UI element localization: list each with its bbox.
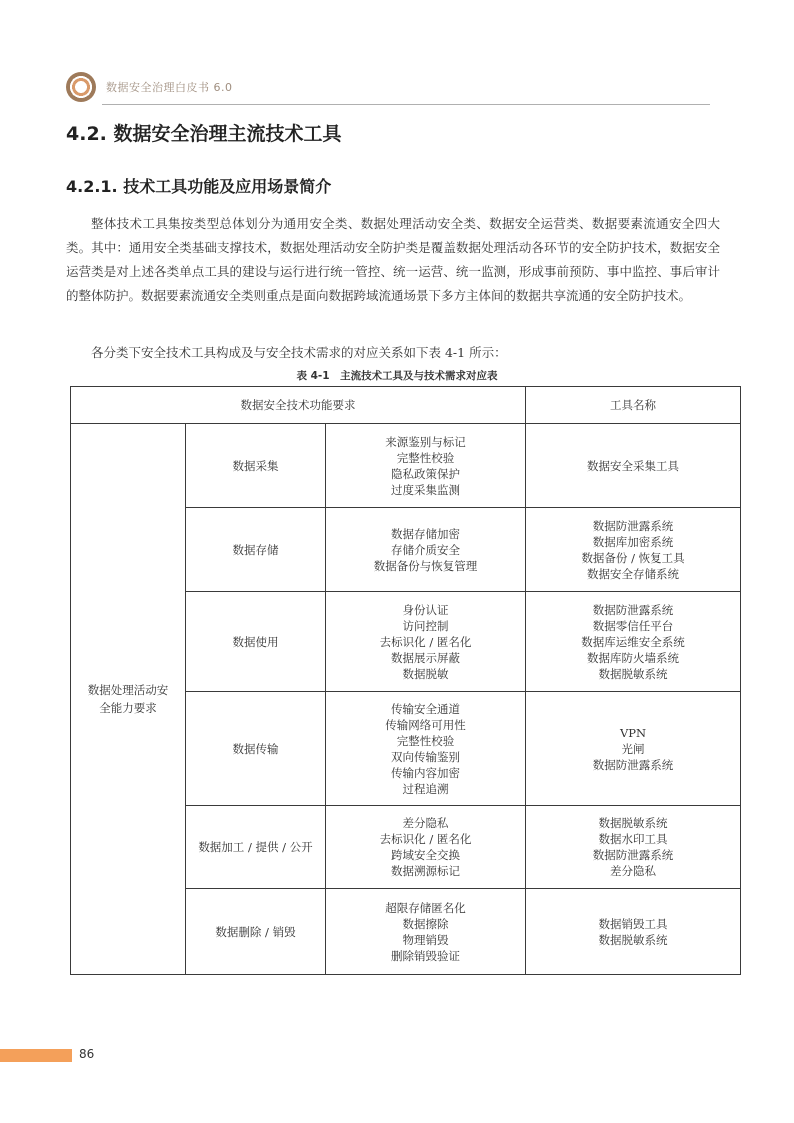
tool-item: 数据销毁工具	[598, 916, 668, 931]
requirement-item: 数据脱敏	[402, 666, 449, 681]
requirement-item: 来源鉴别与标记	[385, 434, 466, 449]
subsection-heading: 4.2.1. 技术工具功能及应用场景简介	[66, 177, 332, 196]
stage-cell: 数据采集	[186, 424, 326, 508]
tool-item: 数据防泄露系统	[592, 602, 674, 617]
requirement-item: 数据展示屏蔽	[391, 650, 461, 665]
table-caption: 表 4-1 主流技术工具及与技术需求对应表	[296, 370, 498, 382]
table-header-row	[71, 387, 741, 424]
table-intro-paragraph: 各分类下安全技术工具构成及与安全技术需求的对应关系如下表 4-1 所示：	[91, 345, 507, 360]
requirement-item: 数据溯源标记	[391, 864, 461, 878]
tool-item: 数据库运维安全系统	[581, 634, 685, 649]
requirement-item: 身份认证	[402, 602, 449, 617]
stage-cell: 数据使用	[186, 592, 326, 692]
tool-item: 差分隐私	[610, 864, 657, 878]
umbrella-logo-icon	[66, 72, 96, 102]
tool-item: 光闸	[621, 741, 645, 756]
tool-item: 数据安全存储系统	[587, 566, 680, 581]
requirements-cell	[326, 592, 526, 692]
tool-item: 数据零信任平台	[592, 618, 674, 633]
requirement-item: 去标识化 / 匿名化	[379, 832, 472, 846]
requirement-item: 数据擦除	[402, 916, 449, 931]
tools-cell	[526, 424, 741, 508]
requirements-cell	[326, 806, 526, 889]
page-header	[66, 70, 710, 104]
tool-item: 数据水印工具	[598, 832, 668, 846]
tool-item: 数据备份 / 恢复工具	[581, 550, 685, 565]
requirement-item: 完整性校验	[396, 450, 455, 465]
requirement-item: 数据备份与恢复管理	[373, 558, 478, 573]
tool-item: 数据防泄露系统	[592, 848, 674, 862]
requirement-item: 存储介质安全	[391, 542, 461, 557]
requirement-item: 过度采集监测	[391, 482, 461, 497]
requirements-cell	[326, 424, 526, 508]
tool-item: 数据脱敏系统	[598, 932, 668, 947]
tools-cell	[526, 592, 741, 692]
requirement-item: 访问控制	[402, 618, 449, 633]
header-requirements: 数据安全技术功能要求	[71, 387, 526, 424]
requirement-item: 双向传输鉴别	[391, 749, 461, 764]
stage-cell: 数据删除 / 销毁	[186, 889, 326, 975]
tools-cell	[526, 692, 741, 806]
requirement-item: 物理销毁	[402, 932, 449, 947]
tools-cell	[526, 806, 741, 889]
stage-cell: 数据加工 / 提供 / 公开	[186, 806, 326, 889]
tool-item: 数据库防火墙系统	[587, 650, 680, 665]
table-row	[71, 424, 741, 508]
stage-cell: 数据存储	[186, 508, 326, 592]
requirement-item: 去标识化 / 匿名化	[379, 634, 472, 649]
requirements-cell	[326, 889, 526, 975]
page-number-bar	[0, 1049, 72, 1062]
section-heading: 4.2. 数据安全治理主流技术工具	[66, 123, 342, 145]
requirement-item: 传输安全通道	[391, 701, 461, 716]
requirement-item: 删除销毁验证	[391, 948, 461, 963]
tool-item: 数据脱敏系统	[598, 816, 668, 830]
tools-cell	[526, 889, 741, 975]
requirement-item: 跨域安全交换	[391, 848, 461, 862]
header-tools: 工具名称	[526, 387, 741, 424]
page-number: 86	[79, 1047, 95, 1061]
tool-item: 数据防泄露系统	[592, 757, 674, 772]
tool-item: 数据防泄露系统	[592, 518, 674, 533]
requirement-item: 隐私政策保护	[391, 466, 461, 481]
category-cell: 数据处理活动安全能力要求	[71, 424, 186, 975]
header-divider	[102, 104, 710, 105]
tool-item: 数据库加密系统	[592, 534, 674, 549]
tool-item: VPN	[619, 725, 647, 740]
requirement-item: 数据存储加密	[391, 526, 461, 541]
requirement-item: 传输网络可用性	[385, 717, 466, 732]
requirement-item: 差分隐私	[402, 816, 449, 830]
requirement-item: 过程追溯	[402, 781, 449, 796]
requirement-item: 超限存储匿名化	[385, 900, 466, 915]
header-title: 数据安全治理白皮书 6.0	[106, 81, 233, 94]
stage-cell: 数据传输	[186, 692, 326, 806]
intro-paragraph: 整体技术工具集按类型总体划分为通用安全类、数据处理活动安全类、数据安全运营类、数据要素流通安全四大类。其中：通用安全类基础支撑技术，数据处理活动安全防护类是覆盖数据处理活动各环节的安全防护技术，数据安全运营类是对上述各类单点工具的建设与运行进行统一管控、统一运营、统一监测，形成事前预防、事中监控、事后审计的整体防护。数据要素流通安全类则重点是面向数据跨域流通场景下多方主体间的数据共享流通的安全防护技术。	[66, 216, 720, 303]
tool-item: 数据脱敏系统	[598, 666, 668, 681]
tool-item: 数据安全采集工具	[587, 458, 680, 473]
requirement-item: 传输内容加密	[391, 765, 461, 780]
requirements-cell	[326, 692, 526, 806]
tools-cell	[526, 508, 741, 592]
tools-table	[70, 386, 741, 975]
requirements-cell	[326, 508, 526, 592]
requirement-item: 完整性校验	[396, 733, 455, 748]
